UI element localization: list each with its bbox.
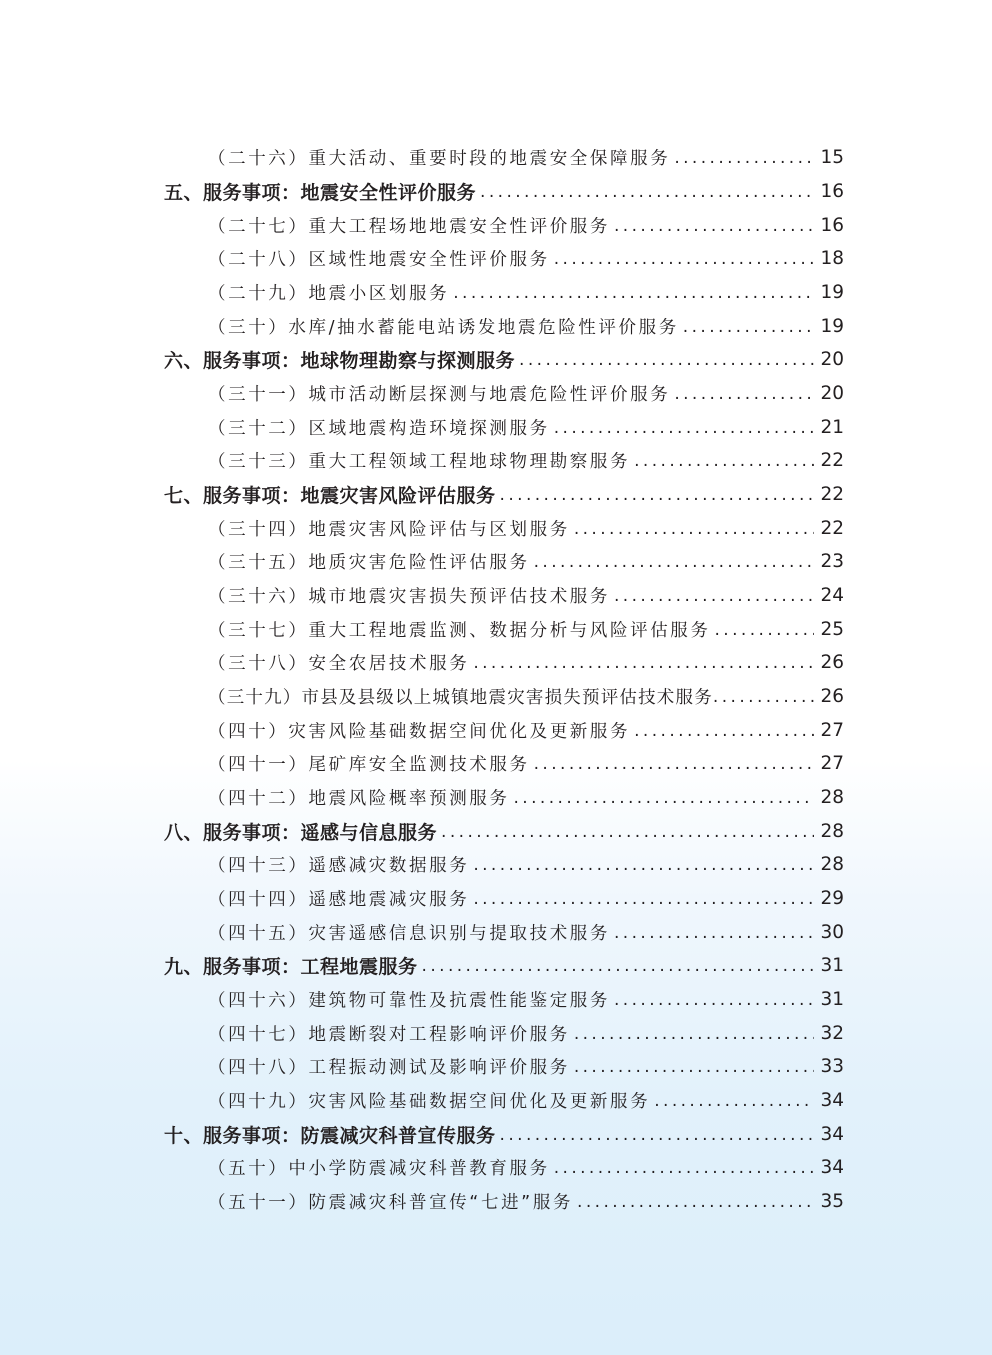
- dot-leader: [534, 554, 814, 571]
- toc-section-label: 七、服务事项：地震灾害风险评估服务: [164, 485, 496, 508]
- toc-section-page: 28: [820, 820, 844, 842]
- toc-entry[interactable]: [0, 646, 992, 680]
- toc-entry[interactable]: [0, 208, 992, 242]
- toc-entry-label: （二十七）重大工程场地地震安全性评价服务: [208, 216, 610, 237]
- dot-leader: [614, 992, 814, 1009]
- toc-entry[interactable]: [0, 781, 992, 815]
- dot-leader: [422, 958, 814, 975]
- dot-leader: [514, 790, 815, 807]
- toc-entry-label: （三十九）市县及县级以上城镇地震灾害损失预评估技术服务: [208, 688, 713, 709]
- toc-entry-label: （三十）水库/抽水蓄能电站诱发地震危险性评价服务: [208, 317, 679, 338]
- dot-leader: [473, 655, 814, 672]
- toc-entry-label: （四十一）尾矿库安全监测技术服务: [208, 755, 530, 776]
- toc-entry[interactable]: [0, 410, 992, 444]
- toc-entry[interactable]: [0, 747, 992, 781]
- toc-entry-label: （三十一）城市活动断层探测与地震危险性评价服务: [208, 385, 671, 406]
- toc-section-label: 九、服务事项：工程地震服务: [164, 956, 418, 979]
- toc-entry-label: （四十六）建筑物可靠性及抗震性能鉴定服务: [208, 991, 610, 1012]
- toc-section-heading[interactable]: [0, 949, 992, 983]
- dot-leader: [534, 756, 814, 773]
- toc-entry-label: （三十六）城市地震灾害损失预评估技术服务: [208, 587, 610, 608]
- toc-entry-page: 33: [820, 1056, 844, 1078]
- toc-entry[interactable]: [0, 141, 992, 175]
- toc-entry-page: 24: [820, 585, 844, 607]
- toc-entry[interactable]: [0, 276, 992, 310]
- toc-entry-page: 34: [820, 1090, 844, 1112]
- toc-entry[interactable]: [0, 242, 992, 276]
- toc-entry-label: （四十）灾害风险基础数据空间优化及更新服务: [208, 721, 631, 742]
- toc-entry-label: （三十八）安全农居技术服务: [208, 654, 470, 675]
- toc-section-page: 20: [820, 349, 844, 371]
- dot-leader: [674, 386, 814, 403]
- toc-entry[interactable]: [0, 444, 992, 478]
- toc-entry-label: （四十九）灾害风险基础数据空间优化及更新服务: [208, 1092, 651, 1113]
- toc-entry-page: 19: [820, 282, 844, 304]
- toc-entry[interactable]: [0, 1084, 992, 1118]
- toc-section-label: 五、服务事项：地震安全性评价服务: [164, 182, 477, 204]
- toc-entry-label: （二十六）重大活动、重要时段的地震安全保障服务: [208, 149, 671, 170]
- toc-section-label: 八、服务事项：遥感与信息服务: [164, 821, 438, 844]
- dot-leader: [614, 588, 814, 605]
- toc-entry-page: 31: [820, 989, 844, 1011]
- toc-entry[interactable]: [0, 1151, 992, 1185]
- toc-entry-page: 23: [820, 551, 844, 573]
- toc-entry-label: （四十五）灾害遥感信息识别与提取技术服务: [208, 923, 610, 944]
- toc-entry-page: 28: [820, 854, 844, 876]
- toc-section-heading[interactable]: [0, 343, 992, 377]
- toc-entry[interactable]: [0, 915, 992, 949]
- dot-leader: [577, 1194, 814, 1211]
- dot-leader: [674, 150, 814, 167]
- dot-leader: [500, 487, 814, 504]
- toc-entry[interactable]: [0, 377, 992, 411]
- toc-entry-page: 32: [820, 1022, 844, 1044]
- dot-leader: [441, 824, 814, 841]
- table-of-contents: [0, 141, 992, 1219]
- toc-section-page: 16: [820, 181, 844, 202]
- toc-entry-page: 18: [820, 248, 844, 270]
- toc-entry-label: （四十八）工程振动测试及影响评价服务: [208, 1058, 570, 1079]
- dot-leader: [574, 1026, 814, 1043]
- toc-entry-page: 29: [820, 888, 844, 910]
- toc-entry[interactable]: [0, 848, 992, 882]
- dot-leader: [554, 420, 814, 437]
- dot-leader: [634, 453, 814, 470]
- toc-entry[interactable]: [0, 545, 992, 579]
- toc-entry[interactable]: [0, 1050, 992, 1084]
- toc-entry-page: 35: [820, 1191, 844, 1213]
- toc-entry-label: （三十三）重大工程领域工程地球物理勘察服务: [208, 452, 631, 473]
- toc-entry[interactable]: [0, 612, 992, 646]
- toc-entry-label: （二十九）地震小区划服务: [208, 284, 450, 305]
- toc-entry-page: 30: [820, 921, 844, 943]
- dot-leader: [574, 521, 814, 538]
- toc-entry-page: 21: [820, 416, 844, 438]
- toc-entry-page: 22: [820, 517, 844, 539]
- toc-entry[interactable]: [0, 680, 992, 714]
- toc-entry[interactable]: [0, 1185, 992, 1219]
- toc-entry-label: （五十一）防震减灾科普宣传“七进”服务: [208, 1193, 574, 1214]
- toc-section-label: 十、服务事项：防震减灾科普宣传服务: [164, 1124, 496, 1147]
- toc-entry-label: （三十四）地震灾害风险评估与区划服务: [208, 519, 570, 540]
- dot-leader: [614, 218, 814, 235]
- toc-entry-page: 26: [820, 652, 844, 674]
- toc-section-heading[interactable]: [0, 1117, 992, 1151]
- dot-leader: [683, 319, 814, 336]
- dot-leader: [480, 184, 814, 201]
- toc-section-heading[interactable]: [0, 814, 992, 848]
- toc-section-label: 六、服务事项：地球物理勘察与探测服务: [164, 350, 516, 373]
- dot-leader: [634, 723, 814, 740]
- toc-entry-label: （五十）中小学防震减灾科普教育服务: [208, 1159, 550, 1180]
- toc-entry-page: 26: [820, 686, 844, 708]
- toc-entry-page: 16: [820, 214, 844, 236]
- toc-entry-page: 28: [820, 787, 844, 809]
- toc-entry[interactable]: [0, 309, 992, 343]
- toc-entry-label: （二十八）区域性地震安全性评价服务: [208, 250, 550, 271]
- toc-entry-label: （四十二）地震风险概率预测服务: [208, 789, 510, 810]
- toc-entry-page: 25: [820, 618, 844, 640]
- toc-entry-label: （四十四）遥感地震减灾服务: [208, 890, 470, 911]
- dot-leader: [715, 622, 815, 639]
- toc-entry-page: 19: [820, 315, 844, 337]
- toc-entry[interactable]: [0, 882, 992, 916]
- toc-entry-page: 34: [820, 1157, 844, 1179]
- dot-leader: [654, 1093, 814, 1110]
- toc-entry[interactable]: [0, 1016, 992, 1050]
- toc-entry-page: 27: [820, 719, 844, 741]
- toc-entry-page: 22: [820, 450, 844, 472]
- toc-section-page: 34: [820, 1123, 844, 1145]
- toc-section-heading[interactable]: [0, 175, 992, 209]
- toc-entry-label: （三十二）区域地震构造环境探测服务: [208, 418, 550, 439]
- toc-entry-page: 27: [820, 753, 844, 775]
- toc-entry-label: （四十七）地震断裂对工程影响评价服务: [208, 1024, 570, 1045]
- toc-entry-page: 20: [820, 383, 844, 405]
- dot-leader: [519, 352, 814, 369]
- dot-leader: [713, 689, 818, 706]
- toc-section-page: 22: [820, 484, 844, 506]
- toc-section-heading[interactable]: [0, 478, 992, 512]
- toc-entry-label: （四十三）遥感减灾数据服务: [208, 856, 470, 877]
- toc-entry-page: 15: [820, 147, 844, 169]
- toc-entry[interactable]: [0, 511, 992, 545]
- dot-leader: [453, 285, 814, 302]
- toc-section-page: 31: [820, 955, 844, 977]
- toc-entry[interactable]: [0, 713, 992, 747]
- toc-entry-label: （三十五）地质灾害危险性评估服务: [208, 553, 530, 574]
- dot-leader: [554, 1160, 814, 1177]
- dot-leader: [614, 925, 814, 942]
- dot-leader: [574, 1059, 814, 1076]
- dot-leader: [500, 1127, 814, 1144]
- dot-leader: [473, 857, 814, 874]
- dot-leader: [554, 251, 814, 268]
- toc-entry[interactable]: [0, 983, 992, 1017]
- toc-entry-label: （三十七）重大工程地震监测、数据分析与风险评估服务: [208, 620, 711, 641]
- toc-entry[interactable]: [0, 579, 992, 613]
- dot-leader: [473, 891, 814, 908]
